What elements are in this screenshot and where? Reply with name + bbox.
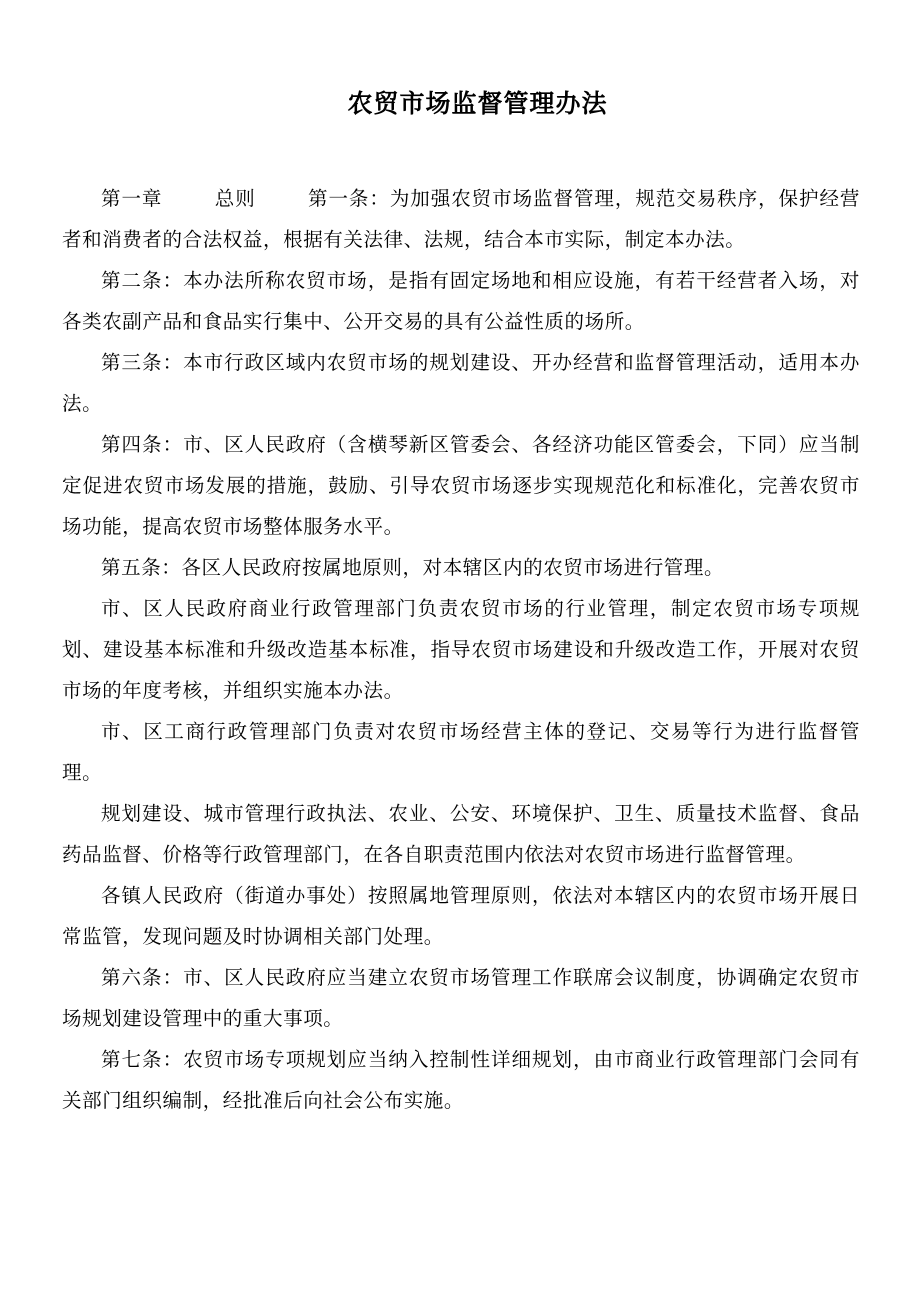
article-five-commerce-dept: 市、区人民政府商业行政管理部门负责农贸市场的行业管理，制定农贸市场专项规划、建设基本标准和升级改造基本标准，指导农贸市场建设和升级改造工作，开展对农贸市场的年度考核，并组织实施本办法。 [62, 597, 860, 702]
chapter-one-first-article [62, 178, 860, 260]
document-title: 农贸市场监督管理办法 [347, 89, 608, 118]
chapter-label: 第一章 [101, 187, 163, 210]
article-five-industry-commerce-dept: 市、区工商行政管理部门负责对农贸市场经营主体的登记、交易等行为进行监督管理。 [62, 720, 860, 784]
article-four: 第四条：市、区人民政府（含横琴新区管委会、各经济功能区管委会，下同）应当制定促进农贸市场发展的措施，鼓励、引导农贸市场逐步实现规范化和标准化，完善农贸市场功能，提高农贸市场整体服务水平。 [62, 433, 860, 538]
article-five-other-depts: 规划建设、城市管理行政执法、农业、公安、环境保护、卫生、质量技术监督、食品药品监督、价格等行政管理部门，在各自职责范围内依法对农贸市场进行监督管理。 [62, 802, 860, 866]
article-five: 第五条：各区人民政府按属地原则，对本辖区内的农贸市场进行管理。 [101, 556, 725, 579]
article-three: 第三条：本市行政区域内农贸市场的规划建设、开办经营和监督管理活动，适用本办法。 [62, 351, 860, 415]
document-body [62, 178, 860, 1121]
article-seven: 第七条：农贸市场专项规划应当纳入控制性详细规划，由市商业行政管理部门会同有关部门组织编制，经批准后向社会公布实施。 [62, 1048, 860, 1112]
chapter-name: 总则 [214, 187, 256, 210]
article-one-text: 第一条：为加强农贸市场监督管理，规范交易秩序，保护经营者和消费者的合法权益，根据有关法律、法规，结合本市实际，制定本办法。 [62, 187, 860, 251]
article-two: 第二条：本办法所称农贸市场，是指有固定场地和相应设施，有若干经营者入场，对各类农副产品和食品实行集中、公开交易的具有公益性质的场所。 [62, 269, 860, 333]
article-six: 第六条：市、区人民政府应当建立农贸市场管理工作联席会议制度，协调确定农贸市场规划建设管理中的重大事项。 [62, 966, 860, 1030]
article-five-town-governments: 各镇人民政府（街道办事处）按照属地管理原则，依法对本辖区内的农贸市场开展日常监管，发现问题及时协调相关部门处理。 [62, 884, 860, 948]
